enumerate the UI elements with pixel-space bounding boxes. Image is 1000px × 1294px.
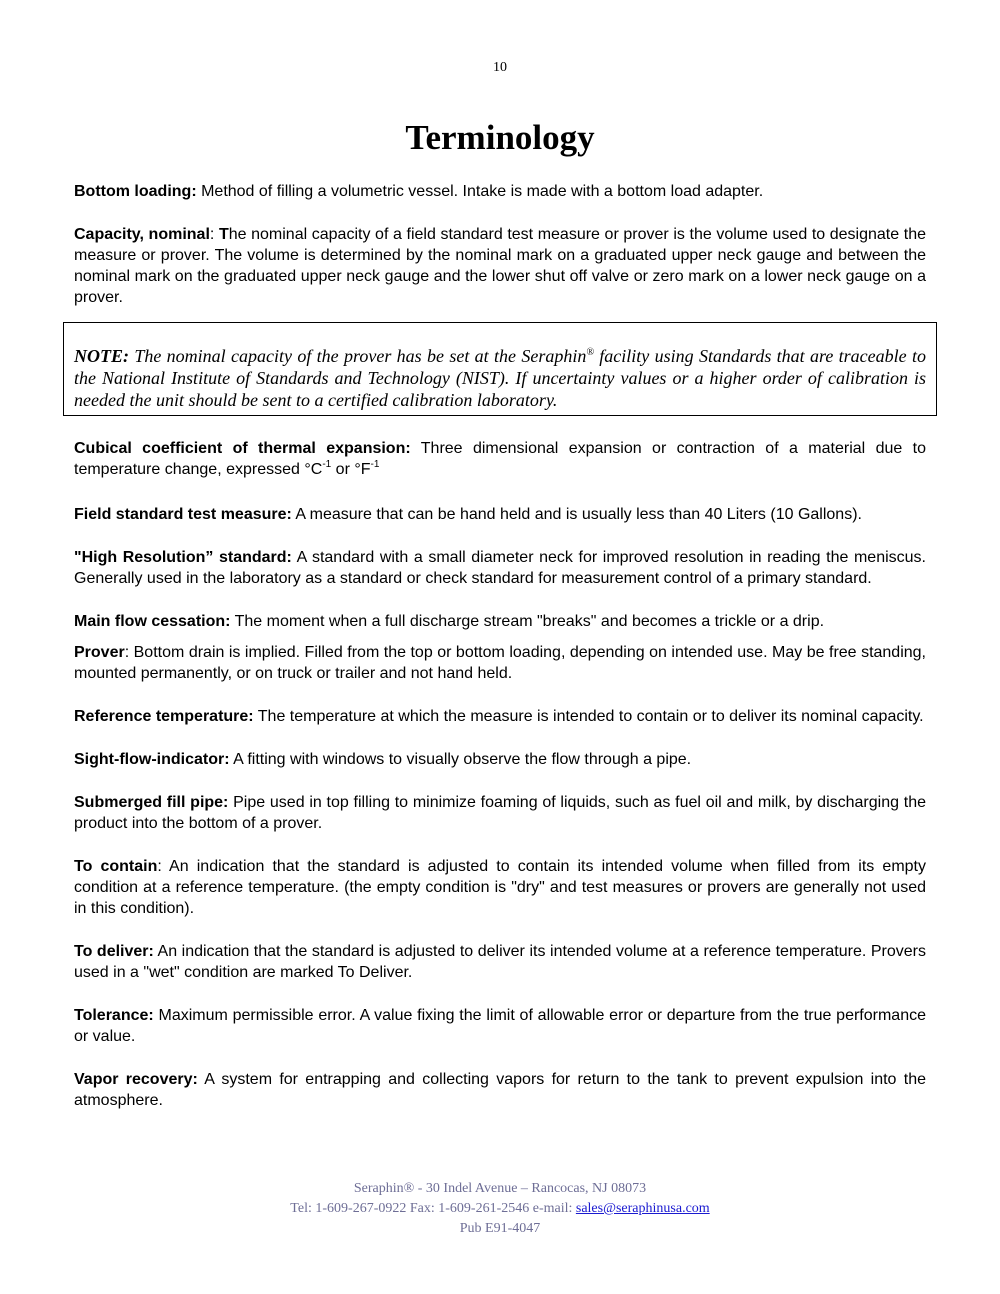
definition-to-deliver bbox=[74, 941, 926, 983]
definition-sight-flow-indicator bbox=[74, 749, 926, 770]
email-link[interactable]: sales@seraphinusa.com bbox=[575, 1201, 710, 1216]
definition-submerged-fill-pipe bbox=[74, 792, 926, 834]
definition-text: : Bottom drain is implied. Filled from the top or bottom loading, depending on intended use. May be free standing, mounted permanently, or on truck or trailer and not hand held. bbox=[74, 644, 926, 682]
footer-phone-fax: Tel: 1-609-267-0922 Fax: 1-609-261-2546 e-mail: bbox=[290, 1201, 576, 1216]
page-title: Terminology bbox=[405, 118, 595, 157]
definition-text: The temperature at which the measure is intended to contain or to deliver its nominal capacity. bbox=[253, 708, 924, 725]
definition-field-standard bbox=[74, 504, 926, 525]
footer-address: Seraphin® - 30 Indel Avenue – Rancocas, NJ 08073 bbox=[353, 1181, 647, 1196]
unit-or: or bbox=[331, 461, 355, 478]
exponent: -1 bbox=[370, 459, 380, 470]
definition-thermal-expansion bbox=[74, 438, 926, 480]
term: Field standard test measure: bbox=[74, 506, 292, 523]
definition-tolerance bbox=[74, 1005, 926, 1047]
term: "High Resolution” standard: bbox=[74, 549, 292, 566]
definition-text: Three dimensional expansion or contraction of a material due to temperature change, expressed bbox=[74, 440, 926, 478]
definition-text: A measure that can be hand held and is usually less than 40 Liters (10 Gallons). bbox=[291, 506, 862, 523]
definition-text: A fitting with windows to visually observe the flow through a pipe. bbox=[229, 751, 692, 768]
definition-text: A system for entrapping and collecting vapors for return to the tank to prevent expulsion into the atmosphere. bbox=[74, 1071, 927, 1109]
definition-reference-temperature bbox=[74, 706, 926, 727]
term: Cubical coefficient of thermal expansion: bbox=[74, 440, 411, 457]
page-footer bbox=[0, 1179, 1000, 1239]
term: Submerged fill pipe: bbox=[74, 794, 229, 811]
term: To contain bbox=[74, 858, 158, 875]
definition-text: A standard with a small diameter neck for improved resolution in reading the meniscus. Generally used in the laboratory as a standard or check standard for measurement control of a primary standard. bbox=[74, 549, 926, 587]
definition-bottom-loading bbox=[74, 181, 926, 202]
exponent: -1 bbox=[322, 459, 332, 470]
term: Prover bbox=[74, 644, 125, 661]
definition-capacity-nominal bbox=[74, 224, 926, 308]
term: Sight-flow-indicator: bbox=[74, 751, 230, 768]
footer-publication: Pub E91-4047 bbox=[459, 1221, 541, 1236]
term: Capacity, nominal bbox=[74, 226, 210, 243]
definition-text: : An indication that the standard is adjusted to contain its intended volume when filled from its empty condition at a reference temperature. (the empty condition is "dry" and test measures or provers are generally not used in this condition). bbox=[74, 858, 926, 917]
term-colon: : bbox=[209, 226, 219, 243]
definition-text: Maximum permissible error. A value fixing the limit of allowable error or departure from the true performance or value. bbox=[74, 1007, 926, 1045]
note-text-part2: facility using Standards that are traceable to the National Institute of Standards and Technology (NIST). If uncertainty values or a higher order of calibration is needed the unit should be sent to a certified calibration laboratory. bbox=[74, 346, 926, 410]
note-text-part1: The nominal capacity of the prover has be set at the Seraphin bbox=[129, 346, 587, 366]
footer-contact bbox=[0, 1199, 1000, 1219]
definition-text: The moment when a full discharge stream "breaks" and becomes a trickle or a drip. bbox=[230, 613, 825, 630]
definition-text: Pipe used in top filling to minimize foaming of liquids, such as fuel oil and milk, by discharging the product into the bottom of a prover. bbox=[74, 794, 926, 832]
page-number: 10 bbox=[493, 60, 507, 75]
term: Vapor recovery: bbox=[74, 1071, 198, 1088]
unit-celsius: °C bbox=[304, 461, 323, 478]
definition-to-contain bbox=[74, 856, 926, 919]
term: Tolerance: bbox=[74, 1007, 154, 1024]
term: Main flow cessation: bbox=[74, 613, 231, 630]
definition-text: Method of filling a volumetric vessel. Intake is made with a bottom load adapter. bbox=[196, 183, 764, 200]
registered-mark: ® bbox=[586, 347, 594, 358]
definition-text: An indication that the standard is adjusted to deliver its intended volume at a reference temperature. Provers used in a "wet" condition are marked To Deliver. bbox=[74, 943, 927, 981]
term: Bottom loading: bbox=[74, 183, 197, 200]
definition-text: he nominal capacity of a field standard test measure or prover is the volume used to designate the measure or prover. The volume is determined by the nominal mark on a graduated upper neck gauge and between the nominal mark on the graduated upper neck gauge and the lower shut off valve or zero mark on a lower neck gauge on a prover. bbox=[74, 226, 926, 306]
definition-high-resolution bbox=[74, 547, 926, 589]
term: To deliver: bbox=[74, 943, 154, 960]
note-label: NOTE: bbox=[74, 346, 129, 366]
definition-main-flow-cessation bbox=[74, 611, 926, 632]
unit-fahrenheit: °F bbox=[354, 461, 371, 478]
definition-vapor-recovery bbox=[74, 1069, 926, 1111]
terminology-list bbox=[74, 181, 926, 1111]
term-initial: T bbox=[218, 226, 229, 243]
nist-note-box bbox=[63, 322, 937, 416]
definition-prover bbox=[74, 642, 926, 684]
term: Reference temperature: bbox=[74, 708, 254, 725]
